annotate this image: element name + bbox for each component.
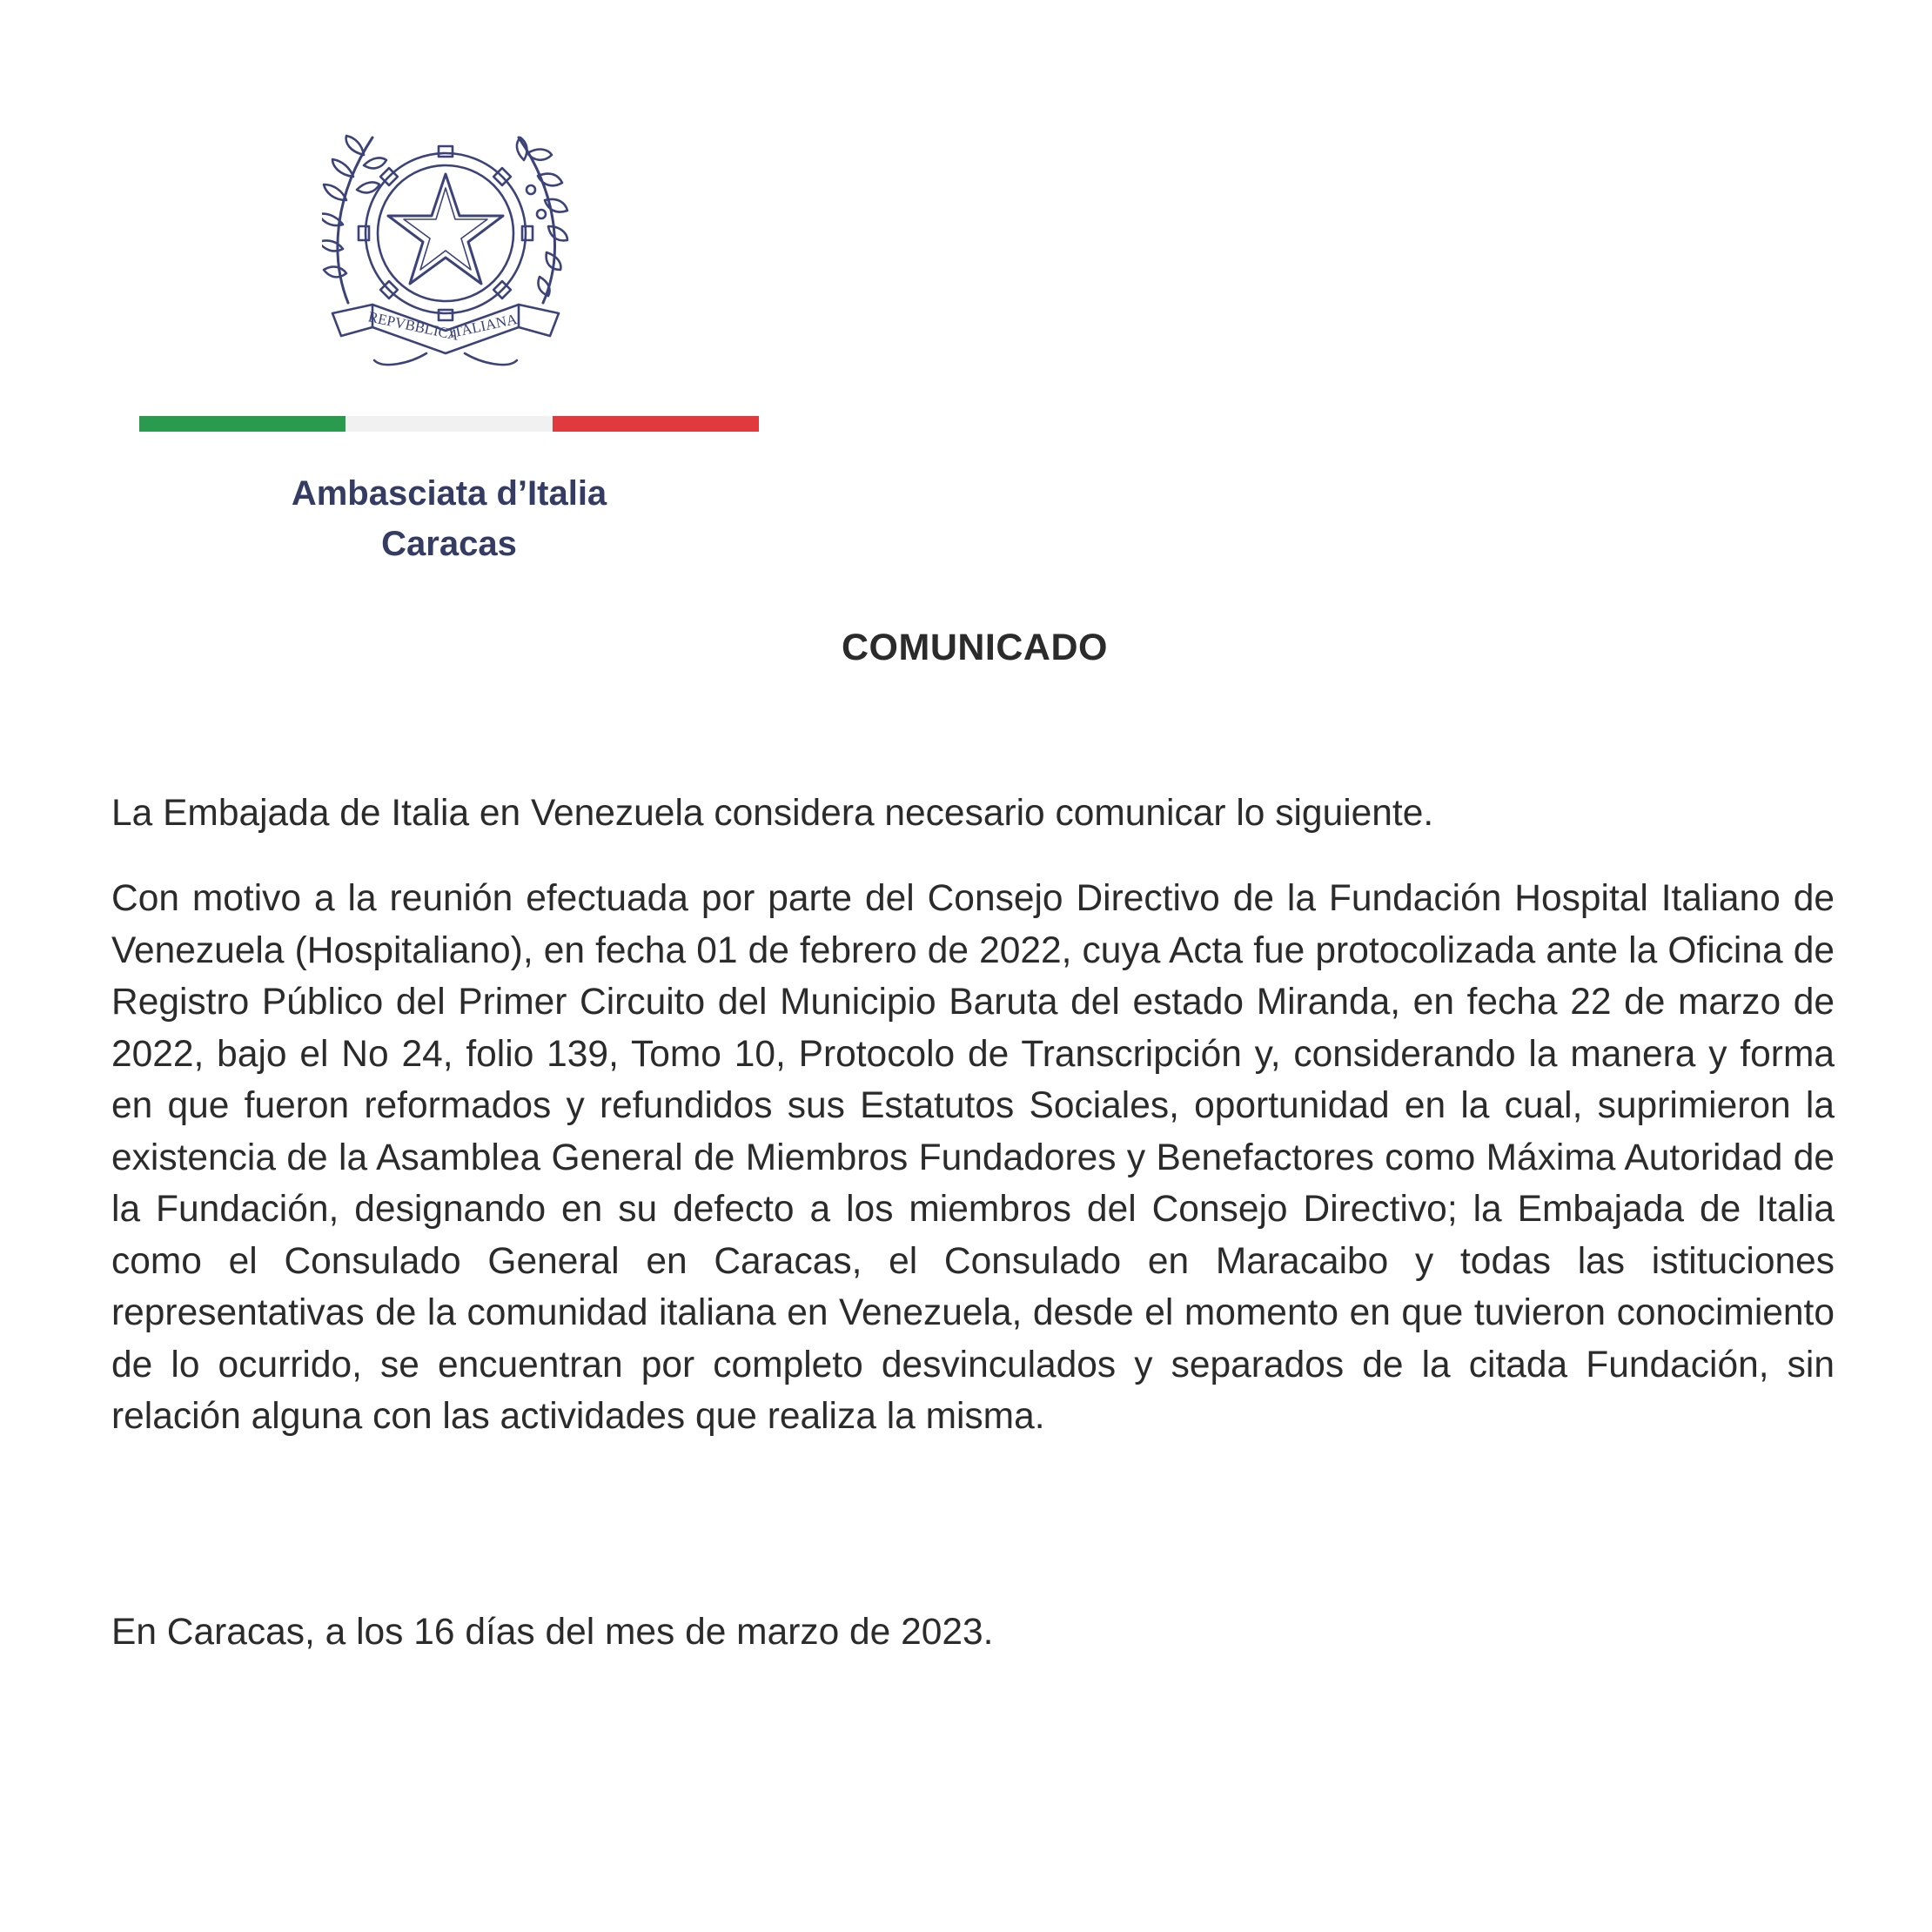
intro-paragraph: La Embajada de Italia en Venezuela considera necesario comunicar lo siguiente. [111, 793, 1434, 834]
svg-text:REPVBBLICA: REPVBBLICA [366, 308, 460, 344]
italian-republic-emblem-icon [322, 103, 574, 381]
flag-green-segment [139, 416, 345, 432]
embassy-name-line2: Caracas [381, 525, 517, 563]
svg-text:ITALIANA: ITALIANA [446, 311, 519, 342]
main-paragraph: Con motivo a la reunión efectuada por parte del Consejo Directivo de la Fundación Hospital Italiano de Venezuela (Hospitaliano), en fecha 01 de febrero de 2022, cuya Acta fue protocolizada ante la Oficina de Registro Público del Primer Circuito del Municipio Baruta del estado Miranda, en fecha 22 de marzo de 2022, bajo el No 24, folio 139, Tomo 10, Protocolo de Transcripción y, considerando la manera y forma en que fueron reformados y refundidos sus Estatutos Sociales, oportunidad en la cual, suprimieron la existencia de la Asamblea General de Miembros Fundadores y Benefactores como Máxima Autoridad de la Fundación, designando en su defecto a los miembros del Consejo Directivo; la Embajada de Italia como el Consulado General en Caracas, el Consulado en Maracaibo y todas las istituciones representativas de la comunidad italiana en Venezuela, desde el momento en que tuvieron conocimiento de lo ocurrido, se encuentran por completo desvinculados y separados de la citada Fundación, sin relación alguna con las actividades que realiza la misma. [111, 878, 1835, 1437]
date-line: En Caracas, a los 16 días del mes de marzo de 2023. [111, 1612, 994, 1653]
document-title: COMUNICADO [842, 627, 1108, 668]
flag-red-segment [553, 416, 759, 432]
embassy-name-line1: Ambasciata d’Italia [291, 474, 607, 513]
flag-white-segment [345, 416, 552, 432]
embassy-name [139, 468, 759, 569]
italian-flag-bar [139, 416, 759, 432]
